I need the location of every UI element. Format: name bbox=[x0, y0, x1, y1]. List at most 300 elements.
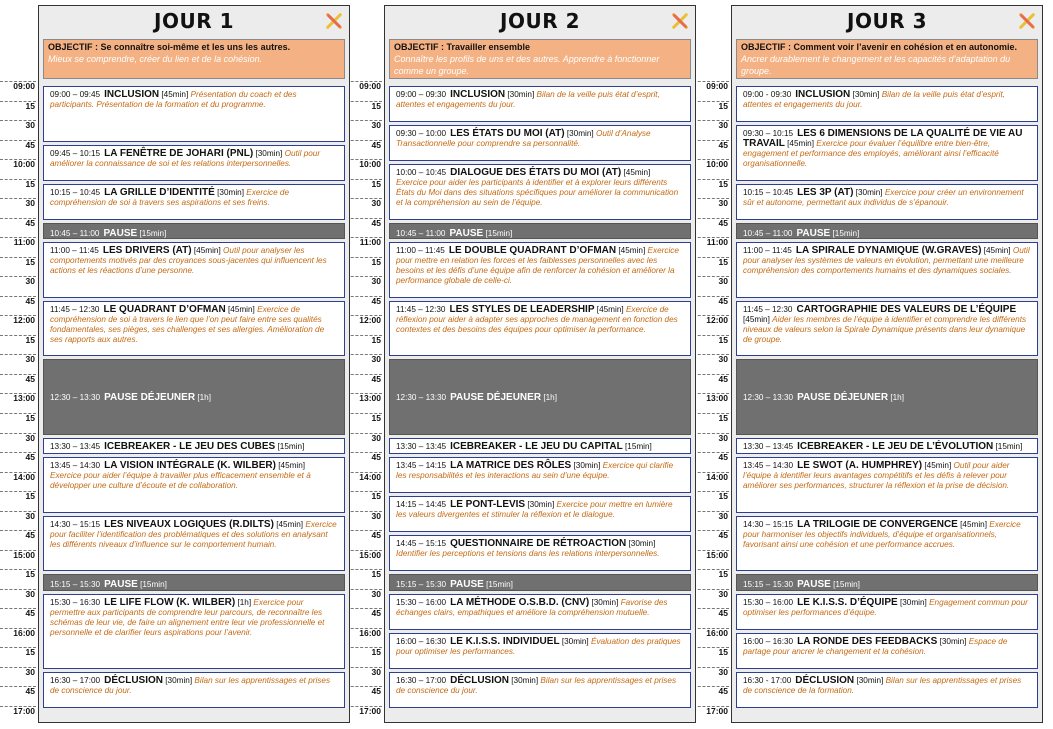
session-time: 14:30 – 15:15 bbox=[743, 519, 794, 529]
time-tick-label: 15 bbox=[25, 569, 35, 580]
session-block bbox=[736, 516, 1038, 572]
session-title: LES NIVEAUX LOGIQUES (R.DILTS) bbox=[104, 518, 274, 530]
time-tick-label: 45 bbox=[371, 530, 381, 541]
session-time: 15:30 – 16:00 bbox=[743, 597, 794, 607]
time-tick-label: 15 bbox=[371, 334, 381, 345]
time-tick bbox=[0, 198, 36, 219]
session-block bbox=[389, 86, 691, 122]
session-time: 10:00 – 10:45 bbox=[396, 168, 447, 178]
session-title: LE DOUBLE QUADRANT D’OFMAN bbox=[448, 245, 617, 257]
session-time: 13:45 – 14:30 bbox=[50, 461, 101, 471]
session-description: Outil pour améliorer la connaissance de soi et les relations interpersonnelles. bbox=[50, 148, 321, 168]
session-time: 16:00 – 16:30 bbox=[396, 636, 447, 646]
time-tick-label: 30 bbox=[25, 276, 35, 287]
session-duration: [30min] bbox=[165, 675, 193, 685]
session-title: LES 3P (AT) bbox=[797, 186, 854, 198]
session-description: Aider les membres de l’équipe à identifier et comprendre les différents niveaux de valeurs selon la Spirale Dynamique présents dans leur dynamique de groupe. bbox=[743, 314, 1027, 344]
session-duration: [15min] bbox=[485, 228, 513, 238]
time-tick-label: 45 bbox=[25, 452, 35, 463]
session-time: 10:45 – 11:00 bbox=[396, 228, 446, 238]
time-tick-label: 11:00 bbox=[706, 237, 728, 248]
session-description: Bilan sur les apprentissages et prises de conscience du jour. bbox=[50, 675, 331, 695]
time-tick bbox=[0, 569, 36, 590]
session-duration: [30min] bbox=[855, 187, 883, 197]
session-title: ICEBREAKER - LE JEU DU CAPITAL bbox=[450, 440, 623, 452]
session-block bbox=[736, 125, 1038, 181]
day-column-2 bbox=[384, 5, 696, 723]
session-duration: [45min] bbox=[227, 304, 255, 314]
time-tick-label: 15:00 bbox=[706, 549, 728, 560]
close-icon[interactable] bbox=[1018, 12, 1036, 30]
session-duration: [30min] bbox=[899, 597, 927, 607]
time-tick-label: 30 bbox=[25, 354, 35, 365]
session-block bbox=[736, 594, 1038, 630]
time-tick-label: 12:00 bbox=[706, 315, 728, 326]
objective-box bbox=[736, 39, 1038, 79]
time-tick bbox=[693, 315, 729, 336]
time-tick-label: 45 bbox=[718, 295, 728, 306]
session-title: LA MATRICE DES RÔLES bbox=[450, 460, 572, 472]
session-title: PAUSE bbox=[449, 227, 484, 239]
time-tick-label: 30 bbox=[371, 354, 381, 365]
time-tick-label: 14:00 bbox=[359, 471, 381, 482]
session-duration: [30min] bbox=[856, 675, 884, 685]
time-tick-label: 30 bbox=[25, 588, 35, 599]
session-duration: [30min] bbox=[255, 148, 283, 158]
time-tick-label: 30 bbox=[25, 666, 35, 677]
time-tick bbox=[346, 550, 382, 571]
time-tick bbox=[346, 647, 382, 668]
session-duration: [15min] bbox=[277, 441, 305, 451]
session-title: DÉCLUSION bbox=[104, 674, 163, 686]
session-description: Exercice de compréhension de soi à travers ses aspirations et ses freins. bbox=[50, 187, 290, 207]
time-tick bbox=[693, 608, 729, 629]
session-block bbox=[736, 242, 1038, 298]
lunch-block bbox=[736, 359, 1038, 434]
session-title: PAUSE bbox=[104, 579, 138, 591]
time-tick-label: 13:00 bbox=[706, 393, 728, 404]
session-duration: [15min] bbox=[486, 580, 513, 590]
time-tick-label: 30 bbox=[25, 432, 35, 443]
time-tick-label: 15 bbox=[718, 334, 728, 345]
time-tick-label: 30 bbox=[371, 588, 381, 599]
time-tick-label: 45 bbox=[371, 686, 381, 697]
session-description: Favorise des échanges clairs, empathiques et améliore la compréhension mutuelle. bbox=[396, 597, 668, 617]
time-tick bbox=[0, 706, 36, 727]
time-tick bbox=[346, 589, 382, 610]
time-tick bbox=[693, 452, 729, 473]
time-tick-label: 30 bbox=[371, 510, 381, 521]
timeline-1 bbox=[0, 0, 38, 729]
time-tick-label: 16:00 bbox=[13, 627, 35, 638]
time-tick-label: 10:00 bbox=[13, 159, 35, 170]
session-duration: [45min] bbox=[193, 246, 221, 256]
session-duration: [30min] bbox=[566, 129, 594, 139]
session-block bbox=[389, 594, 691, 630]
session-time: 10:15 – 10:45 bbox=[743, 187, 794, 197]
time-tick bbox=[693, 511, 729, 532]
session-description: Bilan de la veille puis état d’esprit, attentes et engagements du jour. bbox=[396, 90, 660, 109]
time-tick bbox=[346, 569, 382, 590]
time-tick bbox=[693, 296, 729, 317]
time-tick bbox=[0, 393, 36, 414]
objective-box bbox=[43, 39, 345, 79]
objective-description: Mieux se comprendre, créer du lien et de la cohésion. bbox=[48, 54, 263, 64]
time-tick-label: 45 bbox=[718, 608, 728, 619]
session-block bbox=[389, 301, 691, 357]
time-tick-label: 15 bbox=[25, 334, 35, 345]
session-duration: [45min] bbox=[983, 246, 1011, 256]
time-tick bbox=[0, 530, 36, 551]
session-duration: [45min] bbox=[743, 314, 770, 324]
session-title: LE K.I.S.S. INDIVIDUEL bbox=[450, 635, 560, 647]
session-title: DIALOGUE DES ÉTATS DU MOI (AT) bbox=[450, 167, 622, 179]
break-block bbox=[389, 574, 691, 591]
session-time: 15:30 – 16:30 bbox=[50, 597, 101, 607]
session-time: 15:15 – 15:30 bbox=[743, 580, 794, 590]
time-tick-label: 15 bbox=[371, 178, 381, 189]
time-tick-label: 15 bbox=[718, 413, 728, 423]
time-tick bbox=[346, 198, 382, 219]
lunch-block bbox=[389, 359, 691, 434]
time-tick bbox=[346, 706, 382, 727]
session-duration: [15min] bbox=[832, 228, 860, 238]
session-duration: [30min] bbox=[561, 636, 589, 646]
session-time: 12:30 – 13:30 bbox=[743, 392, 794, 402]
time-tick bbox=[693, 237, 729, 258]
session-time: 16:30 – 17:00 bbox=[50, 675, 101, 685]
session-time: 15:15 – 15:30 bbox=[396, 580, 447, 590]
session-description: Identifier les perceptions et tensions dans les relations interpersonnelles. bbox=[396, 549, 660, 559]
time-tick bbox=[0, 81, 36, 102]
session-description: Bilan sur les apprentissages et prises de conscience de la formation. bbox=[743, 675, 1022, 695]
session-duration: [30min] bbox=[527, 500, 555, 510]
session-duration: [30min] bbox=[628, 539, 656, 549]
session-time: 09:00 – 09:45 bbox=[50, 90, 101, 99]
time-tick-label: 30 bbox=[371, 198, 381, 209]
session-title: LE PONT-LEVIS bbox=[450, 499, 526, 511]
time-tick bbox=[0, 647, 36, 668]
time-tick bbox=[0, 413, 36, 434]
objective-title: OBJECTIF : Comment voir l’avenir en cohésion et en autonomie. bbox=[741, 42, 1018, 52]
time-tick bbox=[0, 335, 36, 356]
time-tick bbox=[0, 374, 36, 395]
session-description: Exercice pour faciliter l’identification des problématiques et des solutions en analysant les différents niveaux d’influence sur le comportement humain. bbox=[50, 519, 337, 549]
time-tick-label: 45 bbox=[25, 295, 35, 306]
time-tick bbox=[693, 491, 729, 512]
session-title: PAUSE bbox=[796, 227, 831, 239]
time-tick-label: 15 bbox=[718, 491, 728, 502]
time-tick-label: 10:00 bbox=[706, 159, 728, 170]
day-column-1 bbox=[38, 5, 350, 723]
time-tick bbox=[693, 589, 729, 610]
session-title: PAUSE DÉJEUNER bbox=[450, 391, 542, 403]
break-block bbox=[43, 223, 345, 240]
time-tick bbox=[0, 218, 36, 239]
session-block bbox=[43, 242, 345, 298]
session-duration: [1h] bbox=[890, 392, 904, 402]
session-description: Bilan de la veille puis état d’esprit, attentes et engagements du jour. bbox=[743, 90, 1006, 109]
time-tick bbox=[0, 686, 36, 707]
time-tick bbox=[693, 335, 729, 356]
time-tick bbox=[0, 296, 36, 317]
session-title: LES 6 DIMENSIONS DE LA QUALITÉ DE VIE AU TRAVAIL bbox=[743, 128, 1023, 150]
session-duration: [1h] bbox=[543, 392, 557, 402]
time-tick bbox=[693, 159, 729, 180]
timeline-3 bbox=[693, 0, 731, 729]
time-tick-label: 16:00 bbox=[706, 627, 728, 638]
session-title: LES STYLES DE LEADERSHIP bbox=[449, 303, 595, 315]
session-duration: [30min] bbox=[507, 90, 535, 99]
time-tick bbox=[346, 276, 382, 297]
time-tick bbox=[693, 569, 729, 590]
time-tick bbox=[346, 296, 382, 317]
time-tick bbox=[346, 257, 382, 278]
time-tick bbox=[346, 159, 382, 180]
time-tick bbox=[0, 628, 36, 649]
time-tick bbox=[346, 628, 382, 649]
time-tick-label: 15 bbox=[25, 178, 35, 189]
time-tick bbox=[693, 354, 729, 375]
time-tick bbox=[346, 667, 382, 688]
session-time: 11:00 – 11:45 bbox=[396, 246, 445, 256]
session-title: INCLUSION bbox=[795, 89, 851, 100]
session-time: 09:45 – 10:15 bbox=[50, 148, 101, 158]
timeline-2 bbox=[346, 0, 384, 729]
session-block bbox=[43, 301, 345, 357]
session-time: 11:45 – 12:30 bbox=[50, 304, 100, 314]
session-time: 14:45 – 15:15 bbox=[396, 539, 447, 549]
time-tick bbox=[0, 589, 36, 610]
break-block bbox=[736, 223, 1038, 240]
time-tick-label: 45 bbox=[371, 608, 381, 619]
time-tick-label: 15 bbox=[371, 491, 381, 502]
time-tick bbox=[346, 686, 382, 707]
session-time: 13:30 – 13:45 bbox=[743, 441, 794, 451]
time-tick-label: 30 bbox=[25, 510, 35, 521]
time-tick-label: 15 bbox=[718, 256, 728, 267]
time-tick-label: 30 bbox=[371, 432, 381, 443]
time-tick bbox=[346, 452, 382, 473]
session-description: Exercice pour mettre en relation les forces et les faiblesses personnelles avec les besoins et les défis d’une équipe afin de renforcer la cohésion et améliorer la performance globale de celle-ci. bbox=[396, 246, 679, 286]
time-tick bbox=[0, 550, 36, 571]
session-title: PAUSE bbox=[797, 579, 831, 591]
session-time: 11:00 – 11:45 bbox=[50, 246, 99, 256]
time-tick bbox=[346, 179, 382, 200]
time-tick-label: 09:00 bbox=[706, 81, 728, 91]
time-tick-label: 15 bbox=[371, 413, 381, 423]
close-icon[interactable] bbox=[325, 12, 343, 30]
session-block bbox=[736, 301, 1038, 357]
time-tick bbox=[346, 354, 382, 375]
session-block bbox=[389, 164, 691, 220]
time-tick-label: 45 bbox=[25, 608, 35, 619]
time-tick-label: 15 bbox=[371, 647, 381, 658]
session-title: LE K.I.S.S. D’ÉQUIPE bbox=[797, 596, 898, 608]
session-block bbox=[736, 184, 1038, 220]
session-time: 12:30 – 13:30 bbox=[396, 392, 447, 402]
time-tick bbox=[346, 120, 382, 141]
time-tick bbox=[693, 257, 729, 278]
session-title: LES DRIVERS (AT) bbox=[102, 245, 192, 257]
time-tick-label: 15 bbox=[25, 256, 35, 267]
time-tick bbox=[693, 120, 729, 141]
time-tick-label: 16:00 bbox=[359, 627, 381, 638]
session-duration: [45min] bbox=[618, 246, 646, 256]
time-tick bbox=[0, 140, 36, 161]
session-time: 10:45 – 11:00 bbox=[743, 228, 793, 238]
session-title: PAUSE DÉJEUNER bbox=[104, 391, 196, 403]
time-tick bbox=[346, 393, 382, 414]
time-tick bbox=[0, 237, 36, 258]
session-block bbox=[43, 86, 345, 142]
session-block bbox=[736, 86, 1038, 122]
session-time: 09:00 – 09:30 bbox=[396, 90, 447, 99]
time-tick bbox=[346, 472, 382, 493]
break-block bbox=[736, 574, 1038, 591]
session-time: 11:45 – 12:30 bbox=[743, 304, 793, 314]
time-tick-label: 14:00 bbox=[13, 471, 35, 482]
close-icon[interactable] bbox=[671, 12, 689, 30]
session-description: Outil pour analyser les systèmes de valeurs en évolution, permettant une meilleure compréhension des comportements humains et des dynamiques sociales. bbox=[743, 246, 1030, 276]
session-time: 13:30 – 13:45 bbox=[396, 441, 447, 451]
time-tick bbox=[0, 511, 36, 532]
session-duration: [1h] bbox=[237, 597, 252, 607]
time-tick bbox=[693, 198, 729, 219]
session-time: 14:30 – 15:15 bbox=[50, 519, 101, 529]
session-duration: [15min] bbox=[624, 441, 652, 451]
session-time: 09:00 - 09:30 bbox=[743, 90, 792, 99]
session-duration: [45min] bbox=[161, 90, 189, 99]
time-tick-label: 15 bbox=[371, 256, 381, 267]
time-tick-label: 30 bbox=[718, 276, 728, 287]
session-duration: [45min] bbox=[278, 461, 306, 471]
break-block bbox=[43, 574, 345, 591]
time-tick bbox=[693, 530, 729, 551]
session-time: 13:30 – 13:45 bbox=[50, 441, 101, 451]
session-block bbox=[43, 594, 345, 669]
session-title: INCLUSION bbox=[104, 89, 160, 100]
time-tick-label: 30 bbox=[718, 432, 728, 443]
time-tick-label: 30 bbox=[718, 588, 728, 599]
session-block bbox=[736, 633, 1038, 669]
time-tick-label: 30 bbox=[718, 120, 728, 131]
time-tick bbox=[693, 81, 729, 102]
time-tick-label: 15 bbox=[718, 100, 728, 111]
session-block bbox=[389, 633, 691, 669]
session-description: Espace de partage pour ancrer le changement et la cohésion. bbox=[743, 636, 1008, 656]
session-block bbox=[389, 672, 691, 708]
session-duration: [45min] bbox=[596, 304, 624, 314]
session-time: 16:30 - 17:00 bbox=[743, 675, 792, 685]
time-tick-label: 45 bbox=[25, 217, 35, 228]
time-tick-label: 45 bbox=[371, 452, 381, 463]
session-title: PAUSE DÉJEUNER bbox=[797, 391, 889, 403]
session-time: 13:45 – 14:30 bbox=[743, 461, 794, 471]
session-time: 15:15 – 15:30 bbox=[50, 580, 101, 590]
time-tick bbox=[346, 608, 382, 629]
session-description: Présentation du coach et des participants. Présentation de la formation et du programme. bbox=[50, 90, 297, 109]
time-tick-label: 17:00 bbox=[706, 705, 728, 716]
time-tick-label: 45 bbox=[25, 686, 35, 697]
session-duration: [15min] bbox=[139, 228, 167, 238]
lunch-block bbox=[43, 359, 345, 434]
day-title: JOUR 2 bbox=[500, 9, 580, 33]
time-tick bbox=[693, 667, 729, 688]
objective-title: OBJECTIF : Travailler ensemble bbox=[394, 42, 531, 52]
session-time: 09:30 – 10:00 bbox=[396, 129, 447, 139]
session-title: LES ÉTATS DU MOI (AT) bbox=[450, 128, 565, 140]
session-description: Outil d’Analyse Transactionnelle pour comprendre sa personnalité. bbox=[396, 129, 651, 149]
session-block bbox=[43, 184, 345, 220]
time-tick-label: 13:00 bbox=[359, 393, 381, 404]
time-tick bbox=[0, 120, 36, 141]
time-tick bbox=[0, 608, 36, 629]
session-description: Exercice pour mettre en lumière les valeurs divergentes et stimuler la réflexion et le dialogue. bbox=[396, 500, 673, 520]
session-title: LA GRILLE D’IDENTITÉ bbox=[104, 186, 215, 198]
session-title: LE SWOT (A. HUMPHREY) bbox=[797, 460, 923, 472]
session-title: INCLUSION bbox=[450, 89, 506, 100]
time-tick-label: 13:00 bbox=[13, 393, 35, 404]
objective-description: Ancrer durablement le changement et les capacités d’adaptation du groupe. bbox=[741, 54, 1011, 76]
time-tick-label: 45 bbox=[25, 139, 35, 150]
time-tick-label: 10:00 bbox=[359, 159, 381, 170]
time-tick-label: 45 bbox=[371, 373, 381, 384]
time-tick-label: 30 bbox=[25, 120, 35, 131]
session-time: 09:30 – 10:15 bbox=[743, 129, 794, 139]
session-block bbox=[389, 438, 691, 455]
session-duration: [30min] bbox=[591, 597, 619, 607]
session-duration: [30min] bbox=[852, 90, 880, 99]
session-title: CARTOGRAPHIE DES VALEURS DE L’ÉQUIPE bbox=[796, 303, 1017, 315]
session-description: Exercice de compréhension de soi à travers le lien que l’on peut faire entre ses qualités fondamentales, ses pièges, ses challenges et ses allergies. Amélioration de ses rapports aux autres. bbox=[50, 304, 325, 344]
session-duration: [1h] bbox=[197, 392, 211, 402]
session-description: Exercice pour harmoniser les objectifs individuels, d’équipe et organisationnels, favorisant ainsi une cohésion et une performance accrues. bbox=[743, 519, 1021, 549]
session-duration: [30min] bbox=[573, 461, 601, 471]
break-block bbox=[389, 223, 691, 240]
session-block bbox=[43, 516, 345, 572]
time-tick-label: 15 bbox=[718, 647, 728, 658]
time-tick-label: 45 bbox=[371, 217, 381, 228]
time-tick bbox=[0, 472, 36, 493]
time-tick bbox=[693, 393, 729, 414]
time-tick bbox=[0, 276, 36, 297]
session-duration: [45min] bbox=[623, 168, 651, 178]
time-tick-label: 12:00 bbox=[13, 315, 35, 326]
time-tick-label: 17:00 bbox=[359, 705, 381, 716]
session-block bbox=[389, 457, 691, 493]
session-time: 13:45 – 14:15 bbox=[396, 461, 447, 471]
session-title: PAUSE bbox=[103, 227, 138, 239]
time-tick bbox=[693, 374, 729, 395]
time-tick bbox=[693, 140, 729, 161]
time-tick bbox=[693, 413, 729, 434]
session-duration: [15min] bbox=[140, 580, 167, 590]
session-time: 10:15 – 10:45 bbox=[50, 187, 101, 197]
session-duration: [45min] bbox=[924, 461, 952, 471]
session-duration: [15min] bbox=[995, 441, 1023, 451]
session-duration: [45min] bbox=[787, 139, 814, 149]
time-tick bbox=[346, 374, 382, 395]
time-tick bbox=[346, 413, 382, 434]
time-tick bbox=[0, 354, 36, 375]
time-tick bbox=[346, 315, 382, 336]
time-tick-label: 45 bbox=[718, 452, 728, 463]
session-time: 16:30 – 17:00 bbox=[396, 675, 447, 685]
session-time: 11:00 – 11:45 bbox=[743, 246, 792, 256]
time-tick-label: 30 bbox=[718, 354, 728, 365]
time-tick bbox=[346, 140, 382, 161]
